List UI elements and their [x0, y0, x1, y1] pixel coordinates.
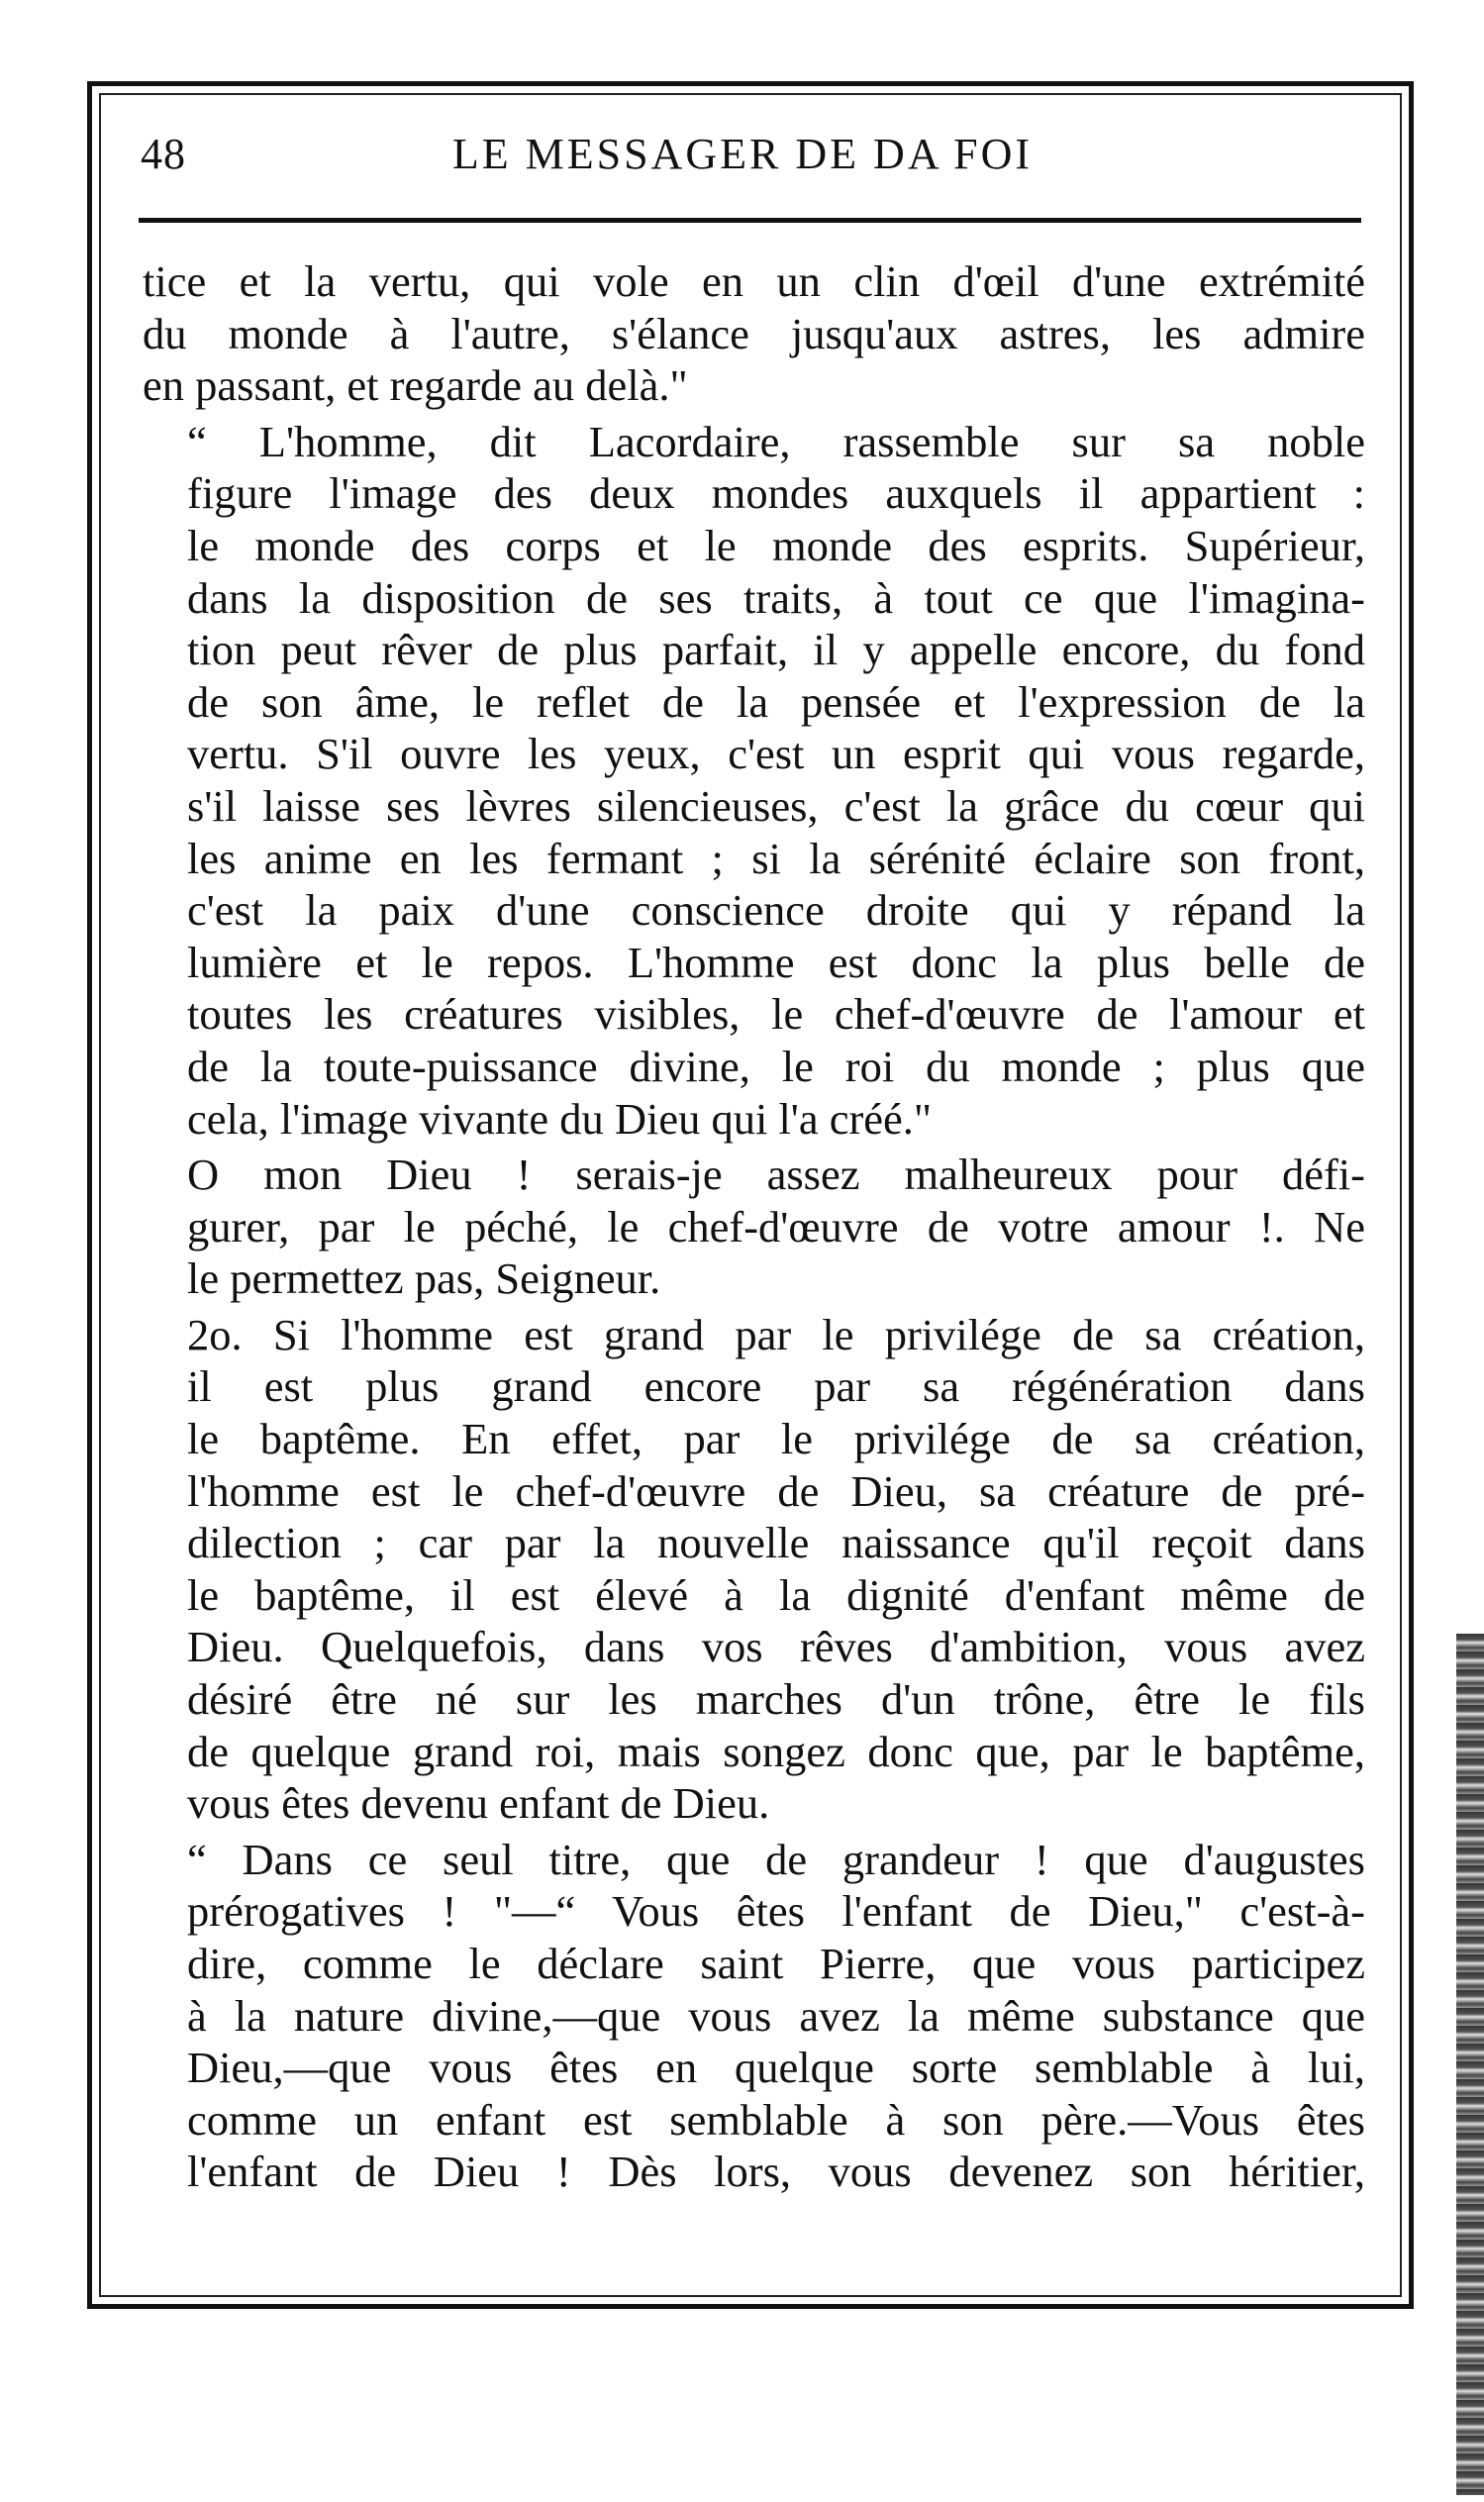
running-title: LE MESSAGER DE DA FOI — [451, 130, 1034, 178]
paragraph-4 — [143, 1309, 1365, 1830]
header-rule — [139, 218, 1361, 223]
text-line: figure l'image des deux mondes auxquels il appartient : — [187, 468, 1365, 519]
text-line: gurer, par le péché, le chef-d'œuvre de votre amour !. Ne — [187, 1201, 1365, 1251]
text-line: le baptême. En effet, par le privilége de sa création, — [187, 1414, 1365, 1464]
text-line: il est plus grand encore par sa régénération dans — [187, 1361, 1365, 1412]
text-line: le monde des corps et le monde des esprits. Supérieur, — [187, 520, 1365, 570]
text-line: prérogatives ! "—“ Vous êtes l'enfant de Dieu," c'est-à- — [187, 1886, 1365, 1937]
text-line: de quelque grand roi, mais songez donc que, par le baptême, — [187, 1726, 1365, 1776]
body-text — [143, 255, 1365, 2198]
text-line: en passant, et regarde au delà." — [143, 360, 688, 411]
paragraph-1 — [143, 255, 1365, 412]
text-line: le baptême, il est élevé à la dignité d'enfant même de — [187, 1569, 1365, 1620]
text-line: Dieu. Quelquefois, dans vos rêves d'ambition, vous avez — [187, 1622, 1365, 1672]
paragraph-5 — [143, 1834, 1365, 2198]
text-line: comme un enfant est semblable à son père.—Vous êtes — [187, 2094, 1365, 2145]
text-line: “ L'homme, dit Lacordaire, rassemble sur sa noble — [187, 416, 1365, 466]
text-line: 2o. Si l'homme est grand par le privilége de sa création, — [187, 1309, 1365, 1359]
text-line: l'enfant de Dieu ! Dès lors, vous devenez son héritier, — [187, 2147, 1365, 2197]
text-line: de son âme, le reflet de la pensée et l'expression de la — [187, 676, 1365, 727]
text-line: “ Dans ce seul titre, que de grandeur ! que d'augustes — [187, 1834, 1365, 1884]
paragraph-3 — [143, 1149, 1365, 1305]
text-line: dilection ; car par la nouvelle naissance qu'il reçoit dans — [187, 1518, 1365, 1568]
text-line: de la toute-puissance divine, le roi du monde ; plus que — [187, 1041, 1365, 1091]
text-line: vertu. S'il ouvre les yeux, c'est un esprit qui vous regarde, — [187, 729, 1365, 779]
text-line: désiré être né sur les marches d'un trône, être le fils — [187, 1674, 1365, 1725]
text-line: tion peut rêver de plus parfait, il y appelle encore, du fond — [187, 625, 1365, 675]
text-line: dans la disposition de ses traits, à tout ce que l'imagina- — [187, 572, 1365, 623]
text-line: toutes les créatures visibles, le chef-d'œuvre de l'amour et — [187, 989, 1365, 1040]
text-line: l'homme est le chef-d'œuvre de Dieu, sa créature de pré- — [187, 1465, 1365, 1516]
text-line: le permettez pas, Seigneur. — [187, 1253, 661, 1304]
text-line: les anime en les fermant ; si la sérénité éclaire son front, — [187, 833, 1365, 883]
text-line: vous êtes devenu enfant de Dieu. — [187, 1778, 770, 1829]
text-line: O mon Dieu ! serais-je assez malheureux pour défi- — [187, 1150, 1365, 1200]
page-number: 48 — [141, 130, 186, 178]
text-line: du monde à l'autre, s'élance jusqu'aux astres, les admire — [143, 308, 1365, 358]
text-line: dire, comme le déclare saint Pierre, que vous participez — [187, 1939, 1365, 1988]
text-line: Dieu,—que vous êtes en quelque sorte semblable à lui, — [187, 2043, 1365, 2093]
text-line: tice et la vertu, qui vole en un clin d'œil d'une extrémité — [143, 256, 1365, 306]
scan-page-edge — [1456, 1634, 1484, 2495]
paragraph-2 — [143, 416, 1365, 1145]
text-line: s'il laisse ses lèvres silencieuses, c'est la grâce du cœur qui — [187, 780, 1365, 831]
text-line: à la nature divine,—que vous avez la même substance que — [187, 1990, 1365, 2041]
text-line: c'est la paix d'une conscience droite qui y répand la — [187, 885, 1365, 936]
text-line: cela, l'image vivante du Dieu qui l'a créé." — [187, 1093, 933, 1144]
text-line: lumière et le repos. L'homme est donc la plus belle de — [187, 937, 1365, 987]
page-header — [119, 129, 1366, 188]
